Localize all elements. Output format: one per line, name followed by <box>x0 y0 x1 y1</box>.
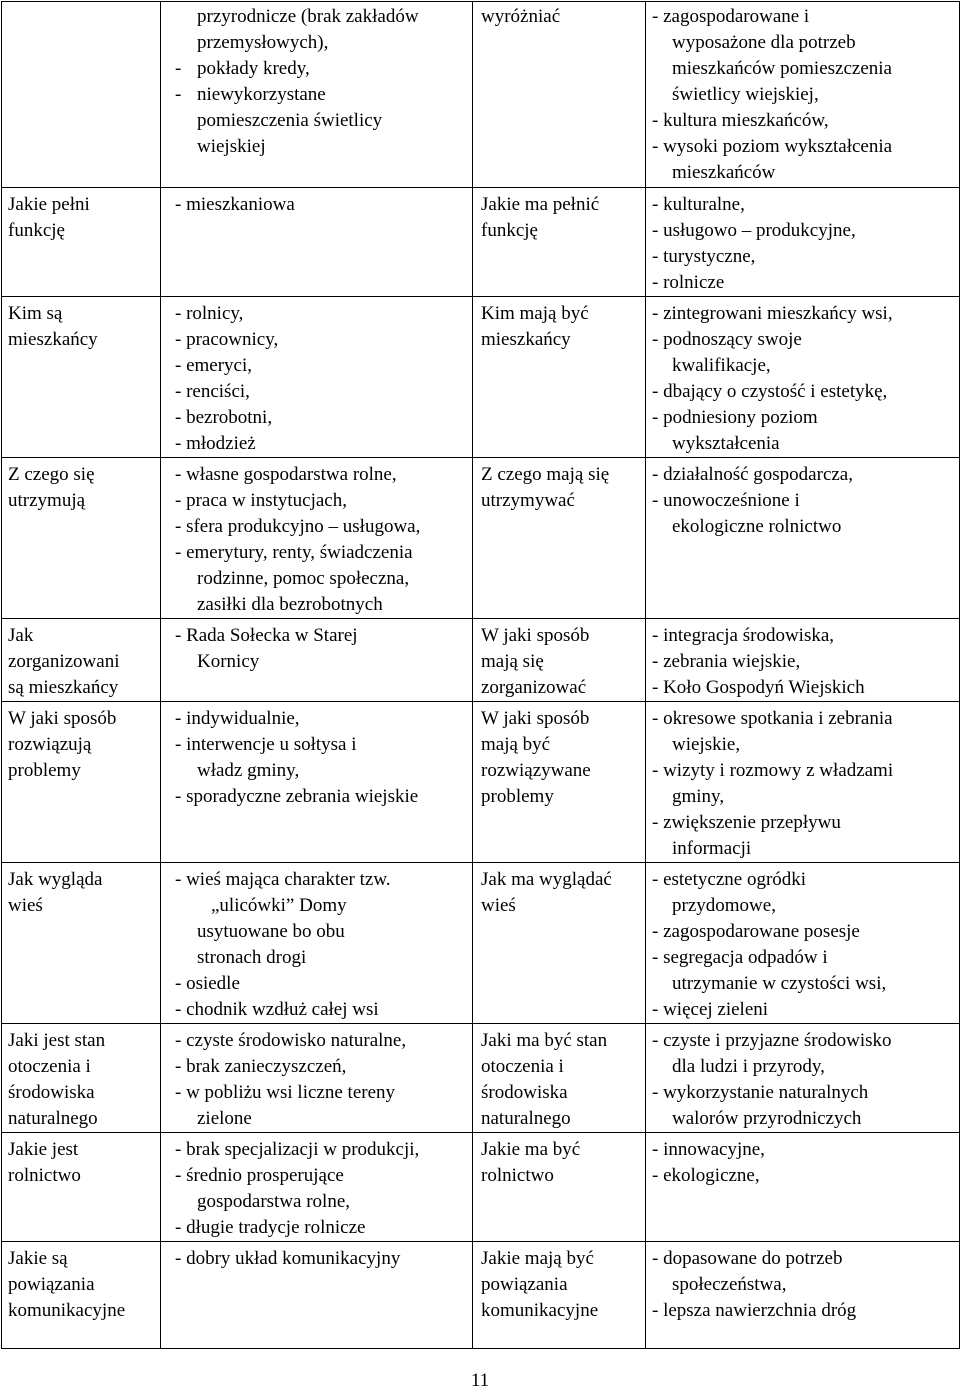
cell-line: - wieś mająca charakter tzw. <box>175 869 391 890</box>
cell-line: - estetyczne ogródki <box>652 869 807 890</box>
cell-line: - zwiększenie przepływu <box>652 812 841 833</box>
cell-line: - chodnik wzdłuż całej wsi <box>175 999 379 1020</box>
cell-line: W jaki sposób <box>481 708 590 729</box>
cell-line: - w pobliżu wsi liczne tereny <box>175 1082 396 1103</box>
target-state-cell <box>473 458 646 619</box>
cell-line: - brak zanieczyszczeń, <box>175 1056 347 1077</box>
current-state-cell <box>2 863 161 1024</box>
cell-line: - interwencje u sołtysa i <box>175 734 357 755</box>
current-state-cell <box>2 702 161 863</box>
target-state-cell <box>473 1133 646 1242</box>
cell-line: - emerytury, renty, świadczenia <box>175 542 413 563</box>
list-text: wiejskiej <box>197 136 266 157</box>
current-description-cell <box>161 188 473 297</box>
cell-line: - dopasowane do potrzeb <box>652 1248 843 1269</box>
cell-line: - bezrobotni, <box>175 407 273 428</box>
cell-line: Jaki jest stan <box>8 1030 106 1051</box>
cell-line: - podniesiony poziom <box>652 407 818 428</box>
cell-line: utrzymują <box>8 490 86 511</box>
target-description-cell <box>646 1242 960 1349</box>
cell-line: mają się <box>481 651 544 672</box>
cell-line: - długie tradycje rolnicze <box>175 1217 366 1238</box>
target-state-cell <box>473 702 646 863</box>
cell-line: - kultura mieszkańców, <box>652 110 829 131</box>
current-state-cell <box>2 458 161 619</box>
current-description-cell <box>161 1133 473 1242</box>
current-description-cell <box>161 1024 473 1133</box>
cell-line: - emeryci, <box>175 355 253 376</box>
cell-line: - czyste środowisko naturalne, <box>175 1030 407 1051</box>
cell-line: gospodarstwa rolne, <box>197 1191 351 1212</box>
cell-line: funkcję <box>8 220 65 241</box>
cell-line: naturalnego <box>481 1108 571 1129</box>
cell-line: zorganizować <box>481 677 587 698</box>
target-description-cell <box>646 2 960 188</box>
cell-line: przyrodnicze (brak zakładów <box>197 6 419 27</box>
cell-line: funkcję <box>481 220 538 241</box>
cell-line: Jakie mają być <box>481 1248 594 1269</box>
target-description-cell <box>646 297 960 458</box>
current-state-cell <box>2 619 161 702</box>
cell-line: - kulturalne, <box>652 194 745 215</box>
cell-line: rozwiązywane <box>481 760 591 781</box>
cell-line: mieszkańcy <box>8 329 98 350</box>
cell-line: mieszkańcy <box>481 329 571 350</box>
cell-line: - rolnicze <box>652 272 725 293</box>
cell-line: - renciści, <box>175 381 250 402</box>
cell-line: - zebrania wiejskie, <box>652 651 801 672</box>
current-description-cell <box>161 297 473 458</box>
cell-line: - więcej zieleni <box>652 999 769 1020</box>
cell-line: utrzymanie w czystości wsi, <box>672 973 887 994</box>
cell-line: - unowocześnione i <box>652 490 800 511</box>
cell-line: Jaki ma być stan <box>481 1030 608 1051</box>
cell-line: Jakie ma być <box>481 1139 581 1160</box>
cell-list-item <box>175 108 469 134</box>
cell-line: środowiska <box>8 1082 95 1103</box>
target-description-cell <box>646 702 960 863</box>
cell-line: naturalnego <box>8 1108 98 1129</box>
cell-line: problemy <box>8 760 81 781</box>
cell-line: dla ludzi i przyrody, <box>672 1056 825 1077</box>
cell-line: - okresowe spotkania i zebrania <box>652 708 893 729</box>
cell-line: Kim mają być <box>481 303 589 324</box>
table-row <box>2 297 960 458</box>
cell-line: - własne gospodarstwa rolne, <box>175 464 397 485</box>
cell-line: - wysoki poziom wykształcenia <box>652 136 893 157</box>
cell-line: - mieszkaniowa <box>175 194 295 215</box>
cell-line: - dobry układ komunikacyjny <box>175 1248 401 1269</box>
target-description-cell <box>646 1024 960 1133</box>
cell-line: - pracownicy, <box>175 329 279 350</box>
current-description-cell <box>161 1242 473 1349</box>
target-state-cell <box>473 863 646 1024</box>
target-description-cell <box>646 458 960 619</box>
list-dash: - <box>175 84 182 105</box>
cell-line: rozwiązują <box>8 734 92 755</box>
cell-line: mają być <box>481 734 551 755</box>
cell-line: - zagospodarowane posesje <box>652 921 860 942</box>
cell-list-item <box>175 134 469 160</box>
target-state-cell <box>473 619 646 702</box>
cell-line: usytuowane bo obu <box>197 921 345 942</box>
table-row <box>2 1242 960 1349</box>
cell-line: problemy <box>481 786 554 807</box>
cell-line: - rolnicy, <box>175 303 244 324</box>
table-row <box>2 458 960 619</box>
cell-line: - praca w instytucjach, <box>175 490 347 511</box>
cell-line: zielone <box>197 1108 252 1129</box>
cell-line: - ekologiczne, <box>652 1165 760 1186</box>
list-text: pomieszczenia świetlicy <box>197 110 383 131</box>
table-body <box>2 2 960 1349</box>
current-description-cell <box>161 619 473 702</box>
target-state-cell <box>473 188 646 297</box>
current-state-cell <box>2 2 161 188</box>
table-row <box>2 1133 960 1242</box>
cell-line: środowiska <box>481 1082 568 1103</box>
cell-line: „ulicówki” Domy <box>211 895 347 916</box>
cell-line: przemysłowych), <box>197 32 329 53</box>
cell-list-item <box>175 82 469 108</box>
cell-line: utrzymywać <box>481 490 575 511</box>
cell-line: powiązania <box>481 1274 568 1295</box>
current-state-cell <box>2 1133 161 1242</box>
cell-line: - średnio prosperujące <box>175 1165 344 1186</box>
cell-line: są mieszkańcy <box>8 677 119 698</box>
cell-line: Z czego mają się <box>481 464 610 485</box>
cell-line: Jakie ma pełnić <box>481 194 600 215</box>
cell-line: wyróżniać <box>481 6 561 27</box>
cell-line: ekologiczne rolnictwo <box>672 516 842 537</box>
cell-line: - innowacyjne, <box>652 1139 765 1160</box>
table-row <box>2 863 960 1024</box>
cell-line: walorów przyrodniczych <box>672 1108 862 1129</box>
cell-line: - młodzież <box>175 433 256 454</box>
comparison-table <box>1 1 960 1349</box>
table-row <box>2 188 960 297</box>
cell-line: - osiedle <box>175 973 240 994</box>
current-description-cell <box>161 458 473 619</box>
current-state-cell <box>2 188 161 297</box>
cell-line: przydomowe, <box>672 895 776 916</box>
cell-line: komunikacyjne <box>8 1300 126 1321</box>
cell-line: Jakie jest <box>8 1139 79 1160</box>
cell-line: rolnictwo <box>8 1165 81 1186</box>
cell-line: komunikacyjne <box>481 1300 599 1321</box>
cell-line: informacji <box>672 838 752 859</box>
cell-line: wykształcenia <box>672 433 780 454</box>
cell-line: zasiłki dla bezrobotnych <box>197 594 383 615</box>
cell-line: - usługowo – produkcyjne, <box>652 220 856 241</box>
cell-line: Jak <box>8 625 34 646</box>
cell-line: W jaki sposób <box>481 625 590 646</box>
cell-line: społeczeństwa, <box>672 1274 787 1295</box>
cell-line: wieś <box>8 895 43 916</box>
cell-line: Jak ma wyglądać <box>481 869 612 890</box>
cell-line: - brak specjalizacji w produkcji, <box>175 1139 420 1160</box>
cell-line: - Rada Sołecka w Starej <box>175 625 358 646</box>
cell-line: - działalność gospodarcza, <box>652 464 853 485</box>
cell-line: wieś <box>481 895 516 916</box>
current-state-cell <box>2 297 161 458</box>
cell-line: - Koło Gospodyń Wiejskich <box>652 677 865 698</box>
current-description-cell <box>161 2 473 188</box>
cell-line: otoczenia i <box>481 1056 564 1077</box>
cell-line: - lepsza nawierzchnia dróg <box>652 1300 857 1321</box>
cell-line: gminy, <box>672 786 725 807</box>
cell-line: powiązania <box>8 1274 95 1295</box>
cell-line: rodzinne, pomoc społeczna, <box>197 568 410 589</box>
cell-line: - sfera produkcyjno – usługowa, <box>175 516 421 537</box>
list-text: niewykorzystane <box>197 84 326 105</box>
cell-line: wyposażone dla potrzeb <box>672 32 856 53</box>
table-row <box>2 702 960 863</box>
cell-line: - podnoszący swoje <box>652 329 802 350</box>
target-description-cell <box>646 863 960 1024</box>
cell-line: - wykorzystanie naturalnych <box>652 1082 869 1103</box>
list-dash: - <box>175 58 182 79</box>
cell-line: - indywidualnie, <box>175 708 300 729</box>
cell-line: Kim są <box>8 303 63 324</box>
cell-line: - dbający o czystość i estetykę, <box>652 381 888 402</box>
cell-line: otoczenia i <box>8 1056 91 1077</box>
cell-line: rolnictwo <box>481 1165 554 1186</box>
cell-line: mieszkańców <box>672 162 776 183</box>
target-state-cell <box>473 2 646 188</box>
cell-line: wiejskie, <box>672 734 741 755</box>
target-state-cell <box>473 1024 646 1133</box>
target-state-cell <box>473 297 646 458</box>
target-description-cell <box>646 188 960 297</box>
cell-line: - wizyty i rozmowy z władzami <box>652 760 894 781</box>
cell-line: - segregacja odpadów i <box>652 947 828 968</box>
cell-line: Jakie pełni <box>8 194 90 215</box>
cell-list-item <box>175 56 469 82</box>
cell-line: Jakie są <box>8 1248 68 1269</box>
cell-line: - zintegrowani mieszkańcy wsi, <box>652 303 893 324</box>
table-row <box>2 1024 960 1133</box>
table-row <box>2 619 960 702</box>
cell-line: świetlicy wiejskiej, <box>672 84 819 105</box>
current-state-cell <box>2 1242 161 1349</box>
cell-line: - turystyczne, <box>652 246 756 267</box>
cell-line: Z czego się <box>8 464 95 485</box>
cell-line: - integracja środowiska, <box>652 625 835 646</box>
target-description-cell <box>646 619 960 702</box>
cell-line: - czyste i przyjazne środowisko <box>652 1030 892 1051</box>
cell-line: zorganizowani <box>8 651 120 672</box>
cell-line: - zagospodarowane i <box>652 6 810 27</box>
cell-line: - sporadyczne zebrania wiejskie <box>175 786 419 807</box>
target-description-cell <box>646 1133 960 1242</box>
cell-line: mieszkańców pomieszczenia <box>672 58 892 79</box>
current-description-cell <box>161 702 473 863</box>
cell-line: władz gminy, <box>197 760 300 781</box>
target-state-cell <box>473 1242 646 1349</box>
table-row <box>2 2 960 188</box>
page-number: 11 <box>470 1370 490 1391</box>
current-state-cell <box>2 1024 161 1133</box>
cell-line: Jak wygląda <box>8 869 103 890</box>
current-description-cell <box>161 863 473 1024</box>
cell-line: kwalifikacje, <box>672 355 771 376</box>
list-text: pokłady kredy, <box>197 58 310 79</box>
cell-line: stronach drogi <box>197 947 307 968</box>
cell-line: Kornicy <box>197 651 260 672</box>
cell-line: W jaki sposób <box>8 708 117 729</box>
